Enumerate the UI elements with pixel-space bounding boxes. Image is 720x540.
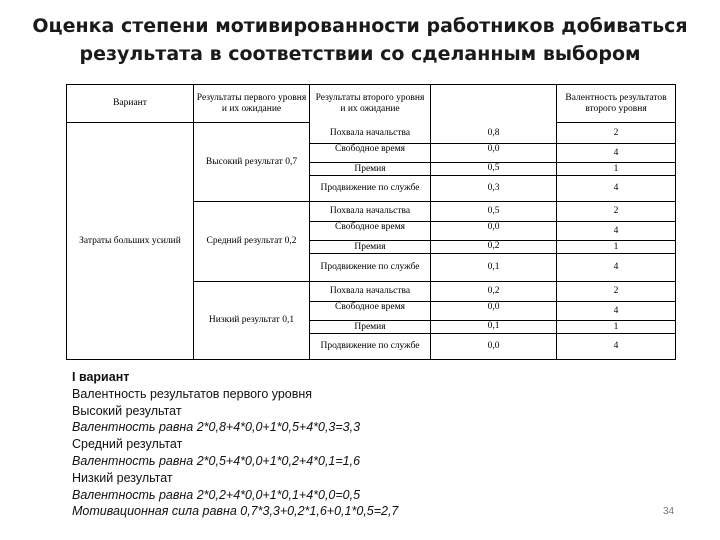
title-line-1: Оценка степени мотивированности работников добиваться bbox=[32, 15, 688, 37]
slide-title bbox=[20, 12, 700, 68]
second-level-name: Премия bbox=[310, 163, 431, 176]
valence-value: 2 bbox=[557, 282, 676, 302]
variant-cell: Затраты больших усилий bbox=[67, 123, 194, 360]
header-probability bbox=[431, 85, 557, 123]
calc-low-formula: Валентность равна 2*0,2+4*0,0+1*0,1+4*0,0=0,5 bbox=[72, 487, 361, 502]
calc-high-label: Высокий результат bbox=[72, 403, 182, 418]
header-variant: Вариант bbox=[67, 85, 194, 123]
probability-value: 0,0 bbox=[431, 334, 557, 360]
valence-value: 4 bbox=[557, 222, 676, 241]
valence-value: 4 bbox=[557, 176, 676, 202]
probability-value: 0,8 bbox=[431, 123, 557, 144]
valence-value: 4 bbox=[557, 144, 676, 163]
calc-mid-formula: Валентность равна 2*0,5+4*0,0+1*0,2+4*0,1=1,6 bbox=[72, 453, 361, 468]
valence-value: 2 bbox=[557, 202, 676, 222]
calculation-block bbox=[72, 369, 512, 520]
probability-value: 0,5 bbox=[431, 202, 557, 222]
second-level-name: Похвала начальства bbox=[310, 123, 431, 144]
second-level-name: Продвижение по службе bbox=[310, 254, 431, 282]
valence-value: 1 bbox=[557, 241, 676, 254]
valence-value: 4 bbox=[557, 334, 676, 360]
header-second-level: Результаты второго уровня и их ожидание bbox=[310, 85, 431, 123]
valence-value: 1 bbox=[557, 321, 676, 334]
second-level-name: Продвижение по службе bbox=[310, 334, 431, 360]
probability-value: 0,0 bbox=[431, 222, 557, 241]
probability-value: 0,1 bbox=[431, 321, 557, 334]
second-level-name: Премия bbox=[310, 321, 431, 334]
valence-value: 2 bbox=[557, 123, 676, 144]
second-level-name: Похвала начальства bbox=[310, 202, 431, 222]
header-valence: Валентность результатов второго уровня bbox=[557, 85, 676, 123]
calc-heading: I вариант bbox=[72, 370, 130, 384]
first-level-result: Средний результат 0,2 bbox=[194, 202, 310, 282]
second-level-name: Свободное время bbox=[310, 144, 431, 163]
probability-value: 0,1 bbox=[431, 254, 557, 282]
probability-value: 0,2 bbox=[431, 282, 557, 302]
calc-motivation: Мотивационная сила равна 0,7*3,3+0,2*1,6+0,1*0,5=2,7 bbox=[72, 504, 399, 519]
second-level-name: Свободное время bbox=[310, 302, 431, 321]
calc-high-formula: Валентность равна 2*0,8+4*0,0+1*0,5+4*0,3=3,3 bbox=[72, 420, 361, 435]
valence-value: 4 bbox=[557, 254, 676, 282]
calc-mid-label: Средний результат bbox=[72, 437, 183, 452]
first-level-result: Высокий результат 0,7 bbox=[194, 123, 310, 202]
header-first-level: Результаты первого уровня и их ожидание bbox=[194, 85, 310, 123]
probability-value: 0,0 bbox=[431, 302, 557, 321]
calc-subheading: Валентность результатов первого уровня bbox=[72, 386, 313, 401]
valence-value: 1 bbox=[557, 163, 676, 176]
probability-value: 0,2 bbox=[431, 241, 557, 254]
second-level-name: Продвижение по службе bbox=[310, 176, 431, 202]
valence-value: 4 bbox=[557, 302, 676, 321]
probability-value: 0,3 bbox=[431, 176, 557, 202]
table-row bbox=[67, 123, 676, 144]
motivation-table bbox=[66, 84, 676, 360]
title-line-2: результата в соответствии со сделанным выбором bbox=[79, 43, 641, 65]
first-level-result: Низкий результат 0,1 bbox=[194, 282, 310, 360]
table-header-row bbox=[67, 85, 676, 123]
second-level-name: Свободное время bbox=[310, 222, 431, 241]
probability-value: 0,0 bbox=[431, 144, 557, 163]
second-level-name: Премия bbox=[310, 241, 431, 254]
page-number: 34 bbox=[663, 506, 675, 517]
probability-value: 0,5 bbox=[431, 163, 557, 176]
calc-low-label: Низкий результат bbox=[72, 470, 173, 485]
second-level-name: Похвала начальства bbox=[310, 282, 431, 302]
